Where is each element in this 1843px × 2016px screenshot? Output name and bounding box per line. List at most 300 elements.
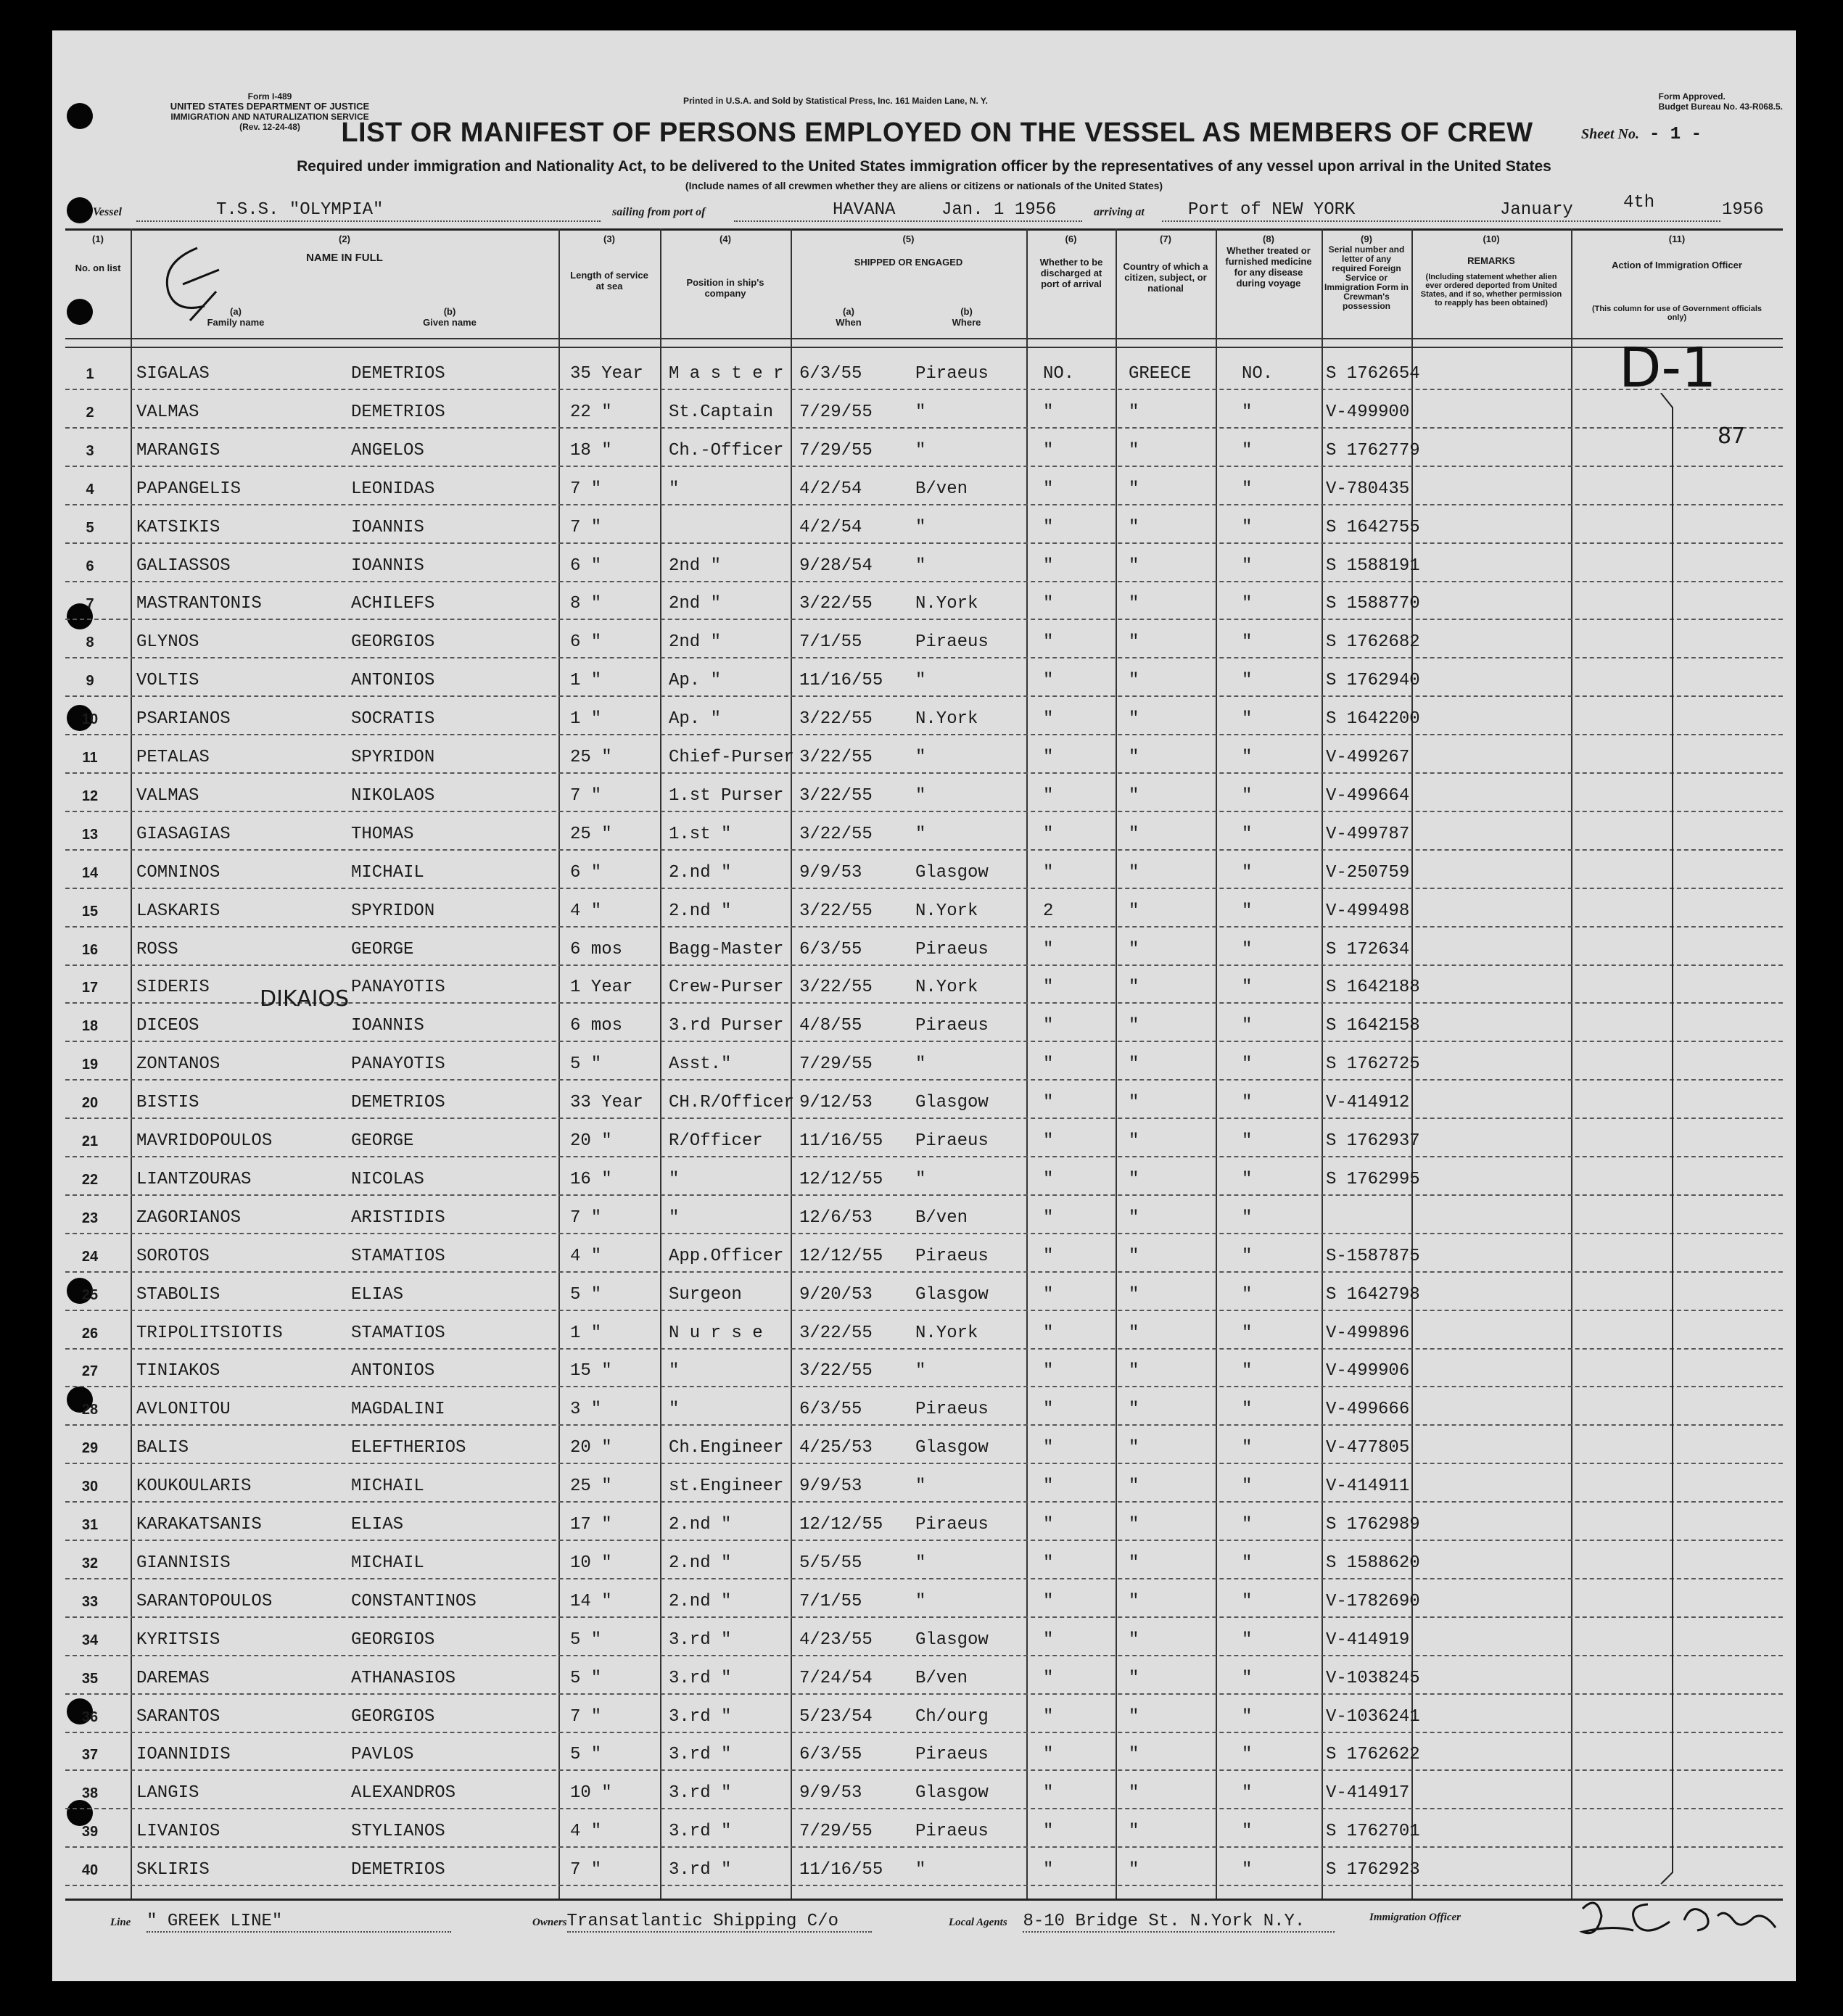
cell-medicine: " xyxy=(1242,901,1253,921)
agents-label: Local Agents xyxy=(949,1917,1007,1928)
cell-country: " xyxy=(1129,1822,1139,1842)
cell-position: M a s t e r xyxy=(669,364,784,384)
cell-country: " xyxy=(1129,479,1139,499)
cell-no: 31 xyxy=(81,1517,99,1533)
cell-medicine: " xyxy=(1242,748,1253,767)
cell-position: 1.st Purser xyxy=(669,785,784,806)
cell-discharge: " xyxy=(1043,1207,1054,1228)
bracket-line-icon xyxy=(1655,393,1684,1887)
sailing-label: sailing from port of xyxy=(612,206,706,218)
cell-discharge: " xyxy=(1043,1706,1054,1727)
cell-family: VALMAS xyxy=(136,402,199,422)
include-note: (Include names of all crewmen whether they are aliens or citizens or nationals of the United States) xyxy=(685,180,1163,191)
cell-given: ACHILEFS xyxy=(351,594,435,614)
cell-where: Piraeus xyxy=(915,1515,989,1534)
col-header-remarks-note: (Including statement whether alien ever ordered deported from United States, and if so, whether permission to reapply has been obtained) xyxy=(1420,273,1562,307)
cell-serial: V-499787 xyxy=(1326,824,1410,844)
cell-position: 2.nd " xyxy=(669,862,732,883)
cell-when: 3/22/55 xyxy=(799,901,873,921)
cell-country: " xyxy=(1129,824,1139,844)
cell-where: Piraeus xyxy=(915,939,989,959)
cell-serial: S 1642798 xyxy=(1326,1284,1420,1305)
margin-number: 87 xyxy=(1718,424,1746,449)
cell-service: 1 " xyxy=(570,671,602,691)
cell-discharge: " xyxy=(1043,1246,1054,1266)
cell-family: KARAKATSANIS xyxy=(136,1515,262,1534)
cell-country: " xyxy=(1129,978,1139,998)
cell-when: 7/29/55 xyxy=(799,1054,873,1075)
cell-where: Piraeus xyxy=(915,1745,989,1765)
cell-discharge: " xyxy=(1043,1668,1054,1688)
cell-discharge: " xyxy=(1043,1054,1054,1075)
cell-position: 3.rd " xyxy=(669,1860,732,1880)
cell-service: 6 mos xyxy=(570,1016,623,1036)
cell-country: " xyxy=(1129,555,1139,576)
cell-family: SARANTOS xyxy=(136,1706,220,1727)
cell-no: 17 xyxy=(81,980,99,996)
cell-serial: V-499664 xyxy=(1326,785,1410,806)
cell-given: SOCRATIS xyxy=(351,709,435,730)
cell-where: Piraeus xyxy=(915,1131,989,1151)
cell-position: 2.nd " xyxy=(669,1515,732,1534)
cell-position: 3.rd " xyxy=(669,1629,732,1650)
col-header-where: (b) Where xyxy=(952,306,981,328)
cell-serial: V-414919 xyxy=(1326,1629,1410,1650)
cell-when: 3/22/55 xyxy=(799,978,873,998)
cell-no: 4 xyxy=(86,481,94,497)
cell-position: 1.st " xyxy=(669,824,732,844)
cell-given: CONSTANTINOS xyxy=(351,1591,477,1611)
cell-family: ROSS xyxy=(136,939,178,959)
cell-medicine: " xyxy=(1242,517,1253,537)
col-header-when: (a) When xyxy=(836,306,862,328)
table-row xyxy=(65,1121,1783,1159)
cell-no: 36 xyxy=(81,1709,99,1725)
cell-serial: S 1642188 xyxy=(1326,978,1420,998)
table-row xyxy=(65,1389,1783,1427)
cell-when: 4/2/54 xyxy=(799,517,862,537)
manifest-sheet xyxy=(52,30,1796,1981)
cell-country: " xyxy=(1129,1169,1139,1189)
cell-serial: V-1038245 xyxy=(1326,1668,1420,1688)
cell-position: Ap. " xyxy=(669,671,722,691)
cell-discharge: 2 xyxy=(1043,901,1054,921)
cell-medicine: " xyxy=(1242,1476,1253,1497)
cell-where: Piraeus xyxy=(915,1822,989,1842)
line-label: Line xyxy=(110,1917,131,1928)
cell-service: 7 " xyxy=(570,1860,602,1880)
col-num-11: (11) xyxy=(1668,234,1686,244)
cell-service: 6 mos xyxy=(570,939,623,959)
arrival-day: 4th xyxy=(1623,193,1655,212)
cell-no: 32 xyxy=(81,1555,99,1571)
service-name: IMMIGRATION AND NATURALIZATION SERVICE xyxy=(170,112,369,122)
footer-owners xyxy=(532,1912,872,1933)
cell-no: 35 xyxy=(81,1670,99,1687)
cell-country: " xyxy=(1129,862,1139,883)
cell-given: IOANNIS xyxy=(351,555,424,576)
cell-given: PANAYOTIS xyxy=(351,1054,445,1075)
cell-given: DEMETRIOS xyxy=(351,364,445,384)
cell-when: 7/29/55 xyxy=(799,402,873,422)
cell-given: GEORGIOS xyxy=(351,632,435,653)
cell-family: DICEOS xyxy=(136,1016,199,1036)
binder-hole xyxy=(67,197,93,223)
cell-country: " xyxy=(1129,709,1139,730)
cell-serial: V-499896 xyxy=(1326,1323,1410,1343)
cell-given: ATHANASIOS xyxy=(351,1668,456,1688)
cell-where: " xyxy=(915,402,926,422)
cell-country: " xyxy=(1129,594,1139,614)
cell-position: " xyxy=(669,1207,680,1228)
cell-medicine: " xyxy=(1242,1400,1253,1420)
owners-value: Transatlantic Shipping C/o xyxy=(567,1912,872,1933)
cell-when: 5/23/54 xyxy=(799,1706,873,1727)
col-num-6: (6) xyxy=(1065,234,1077,244)
table-row xyxy=(65,1275,1783,1313)
cell-position: 2.nd " xyxy=(669,1553,732,1573)
cell-serial: V-1782690 xyxy=(1326,1591,1420,1611)
cell-discharge: " xyxy=(1043,1783,1054,1804)
table-row xyxy=(65,508,1783,545)
table-row xyxy=(65,1620,1783,1658)
cell-medicine: " xyxy=(1242,1553,1253,1573)
cell-no: 10 xyxy=(81,711,99,728)
cell-family: SIDERIS xyxy=(136,978,210,998)
cell-when: 6/3/55 xyxy=(799,939,862,959)
cell-position: Bagg-Master xyxy=(669,939,784,959)
table-row xyxy=(65,1697,1783,1735)
cell-serial: S 1642200 xyxy=(1326,709,1420,730)
cell-given: ELEFTHERIOS xyxy=(351,1438,466,1458)
cell-when: 3/22/55 xyxy=(799,1323,873,1343)
cell-serial: V-499900 xyxy=(1326,402,1410,422)
cell-when: 6/3/55 xyxy=(799,364,862,384)
cell-country: " xyxy=(1129,1016,1139,1036)
table-row xyxy=(65,1543,1783,1581)
cell-service: 5 " xyxy=(570,1284,602,1305)
cell-service: 16 " xyxy=(570,1169,612,1189)
cell-family: ZAGORIANOS xyxy=(136,1207,242,1228)
table-row xyxy=(65,1811,1783,1849)
cell-medicine: " xyxy=(1242,1629,1253,1650)
cell-medicine: " xyxy=(1242,824,1253,844)
cell-country: " xyxy=(1129,1093,1139,1113)
cell-service: 20 " xyxy=(570,1438,612,1458)
cell-no: 39 xyxy=(81,1824,99,1841)
cell-country: " xyxy=(1129,1284,1139,1305)
cell-no: 7 xyxy=(86,596,94,613)
table-row xyxy=(65,1044,1783,1082)
cell-given: ALEXANDROS xyxy=(351,1783,456,1804)
cell-position: 3.rd " xyxy=(669,1822,732,1842)
cell-where: " xyxy=(915,824,926,844)
cell-family: GLYNOS xyxy=(136,632,199,653)
cell-country: " xyxy=(1129,1361,1139,1381)
cell-family: SKLIRIS xyxy=(136,1860,210,1880)
cell-medicine: " xyxy=(1242,555,1253,576)
cell-family: SOROTOS xyxy=(136,1246,210,1266)
cell-country: " xyxy=(1129,748,1139,767)
cell-service: 3 " xyxy=(570,1400,602,1420)
arrival-month: January xyxy=(1500,200,1573,220)
cell-when: 3/22/55 xyxy=(799,1361,873,1381)
cell-service: 4 " xyxy=(570,1822,602,1842)
table-row xyxy=(65,392,1783,430)
cell-when: 3/22/55 xyxy=(799,594,873,614)
cell-service: 25 " xyxy=(570,748,612,767)
cell-position: 3.rd " xyxy=(669,1745,732,1765)
table-row xyxy=(65,622,1783,660)
cell-no: 22 xyxy=(81,1171,99,1188)
cell-service: 4 " xyxy=(570,901,602,921)
table-row xyxy=(65,1006,1783,1044)
col-header-no: No. on list xyxy=(75,263,121,273)
table-row xyxy=(65,891,1783,929)
cell-country: " xyxy=(1129,671,1139,691)
cell-discharge: " xyxy=(1043,1361,1054,1381)
col-header-medicine: Whether treated or furnished medicine for any disease during voyage xyxy=(1225,245,1312,289)
cell-country: " xyxy=(1129,1207,1139,1228)
cell-discharge: " xyxy=(1043,1515,1054,1534)
cell-family: TRIPOLITSIOTIS xyxy=(136,1323,283,1343)
cell-position: 2.nd " xyxy=(669,901,732,921)
cell-medicine: " xyxy=(1242,1822,1253,1842)
cell-given: MICHAIL xyxy=(351,862,424,883)
vessel-label: Vessel xyxy=(93,206,122,218)
cell-position: " xyxy=(669,1361,680,1381)
cell-no: 8 xyxy=(86,635,94,651)
cell-medicine: " xyxy=(1242,1361,1253,1381)
cell-family: BISTIS xyxy=(136,1093,199,1113)
cell-position: 2.nd " xyxy=(669,1591,732,1611)
cell-position: " xyxy=(669,1400,680,1420)
cell-discharge: " xyxy=(1043,1284,1054,1305)
table-row xyxy=(65,1505,1783,1542)
cell-medicine: " xyxy=(1242,1438,1253,1458)
table-row xyxy=(65,776,1783,814)
cell-when: 11/16/55 xyxy=(799,671,883,691)
cell-serial: S 1642158 xyxy=(1326,1016,1420,1036)
cell-medicine: " xyxy=(1242,594,1253,614)
cell-where: Piraeus xyxy=(915,1016,989,1036)
cell-when: 6/3/55 xyxy=(799,1400,862,1420)
col-header-name: NAME IN FULL xyxy=(306,252,383,264)
table-row xyxy=(65,1658,1783,1696)
cell-when: 12/6/53 xyxy=(799,1207,873,1228)
cell-given: STAMATIOS xyxy=(351,1323,445,1343)
cell-serial: S-1587875 xyxy=(1326,1246,1420,1266)
departure-port: HAVANA xyxy=(833,200,896,220)
cell-service: 10 " xyxy=(570,1783,612,1804)
arrival-port: Port of NEW YORK xyxy=(1188,200,1356,220)
cell-serial: V-414911 xyxy=(1326,1476,1410,1497)
cell-medicine: " xyxy=(1242,1016,1253,1036)
cell-discharge: " xyxy=(1043,594,1054,614)
cell-service: 5 " xyxy=(570,1629,602,1650)
cell-no: 5 xyxy=(86,519,94,536)
cell-where: N.York xyxy=(915,1323,978,1343)
cell-given: ANGELOS xyxy=(351,440,424,460)
cell-family: STABOLIS xyxy=(136,1284,220,1305)
cell-medicine: " xyxy=(1242,632,1253,653)
cell-when: 4/23/55 xyxy=(799,1629,873,1650)
cell-service: 22 " xyxy=(570,402,612,422)
cell-position: Ch.-Officer xyxy=(669,440,784,460)
cell-serial: V-250759 xyxy=(1326,862,1410,883)
cell-discharge: " xyxy=(1043,632,1054,653)
table-row xyxy=(65,1198,1783,1236)
cell-serial: S 1762725 xyxy=(1326,1054,1420,1075)
cell-when: 4/25/53 xyxy=(799,1438,873,1458)
cell-no: 20 xyxy=(81,1095,99,1112)
cell-where: " xyxy=(915,671,926,691)
cell-given: ANTONIOS xyxy=(351,1361,435,1381)
table-row xyxy=(65,1236,1783,1274)
table-row xyxy=(65,1083,1783,1120)
arriving-label: arriving at xyxy=(1094,206,1145,218)
signature-icon xyxy=(1568,1887,1786,1945)
cell-where: Glasgow xyxy=(915,862,989,883)
cell-where: " xyxy=(915,517,926,537)
cell-medicine: " xyxy=(1242,1591,1253,1611)
cell-serial: S 1762995 xyxy=(1326,1169,1420,1189)
cell-service: 18 " xyxy=(570,440,612,460)
cell-country: " xyxy=(1129,1054,1139,1075)
cell-medicine: " xyxy=(1242,1246,1253,1266)
cell-no: 11 xyxy=(82,750,98,766)
cell-family: LIVANIOS xyxy=(136,1822,220,1842)
cell-when: 12/12/55 xyxy=(799,1515,883,1534)
cell-service: 5 " xyxy=(570,1054,602,1075)
cell-family: LANGIS xyxy=(136,1783,199,1804)
action-mark: D-1 xyxy=(1619,335,1717,400)
cell-position: R/Officer xyxy=(669,1131,763,1151)
form-revision: (Rev. 12-24-48) xyxy=(239,122,300,132)
cell-medicine: " xyxy=(1242,671,1253,691)
cell-medicine: " xyxy=(1242,440,1253,460)
cell-given: SPYRIDON xyxy=(351,901,435,921)
cell-where: " xyxy=(915,1054,926,1075)
cell-country: " xyxy=(1129,1668,1139,1688)
cell-country: " xyxy=(1129,785,1139,806)
col-header-remarks: REMARKS xyxy=(1467,255,1515,266)
table-row xyxy=(65,1313,1783,1351)
cell-serial: V-414917 xyxy=(1326,1783,1410,1804)
cell-given: MICHAIL xyxy=(351,1476,424,1497)
form-approval xyxy=(1659,91,1783,112)
cell-service: 1 " xyxy=(570,1323,602,1343)
cell-medicine: " xyxy=(1242,479,1253,499)
cell-given: GEORGE xyxy=(351,1131,414,1151)
cell-where: Piraeus xyxy=(915,632,989,653)
cell-family: VOLTIS xyxy=(136,671,199,691)
cell-serial: S 1762989 xyxy=(1326,1515,1420,1534)
cell-where: B/ven xyxy=(915,479,968,499)
cell-where: B/ven xyxy=(915,1668,968,1688)
cell-given: IOANNIS xyxy=(351,517,424,537)
table-row xyxy=(65,1466,1783,1504)
cell-no: 6 xyxy=(86,558,94,574)
cell-position: App.Officer xyxy=(669,1246,784,1266)
cell-serial: V-499906 xyxy=(1326,1361,1410,1381)
cell-discharge: " xyxy=(1043,748,1054,767)
cell-no: 1 xyxy=(86,366,94,382)
cell-service: 8 " xyxy=(570,594,602,614)
cell-when: 12/12/55 xyxy=(799,1246,883,1266)
cell-where: Glasgow xyxy=(915,1629,989,1650)
cell-discharge: " xyxy=(1043,402,1054,422)
cell-country: " xyxy=(1129,517,1139,537)
cell-serial: V-499267 xyxy=(1326,748,1410,767)
cell-medicine: " xyxy=(1242,1093,1253,1113)
cell-no: 33 xyxy=(81,1593,99,1610)
cell-family: GALIASSOS xyxy=(136,555,231,576)
vessel-name: T.S.S. "OLYMPIA" xyxy=(216,200,384,220)
cell-family: MAVRIDOPOULOS xyxy=(136,1131,273,1151)
footer-line xyxy=(110,1912,451,1933)
cell-position: Chief-Purser xyxy=(669,748,794,767)
col-num-3: (3) xyxy=(603,234,615,244)
cell-position: 3.rd " xyxy=(669,1783,732,1804)
cell-serial: S 1762682 xyxy=(1326,632,1420,653)
cell-given: MAGDALINI xyxy=(351,1400,445,1420)
cell-serial: S 1762622 xyxy=(1326,1745,1420,1765)
cell-position: Crew-Purser xyxy=(669,978,784,998)
cell-given: ANTONIOS xyxy=(351,671,435,691)
owners-label: Owners xyxy=(532,1917,567,1928)
col-num-1: (1) xyxy=(92,234,104,244)
cell-country: " xyxy=(1129,1515,1139,1534)
cell-country: " xyxy=(1129,1745,1139,1765)
cell-when: 11/16/55 xyxy=(799,1131,883,1151)
cell-position: " xyxy=(669,1169,680,1189)
cell-position: St.Captain xyxy=(669,402,774,422)
cell-when: 9/9/53 xyxy=(799,1783,862,1804)
cell-serial: S 1588770 xyxy=(1326,594,1420,614)
cell-medicine: " xyxy=(1242,1323,1253,1343)
cell-service: 17 " xyxy=(570,1515,612,1534)
cell-no: 28 xyxy=(81,1402,99,1418)
cell-service: 25 " xyxy=(570,1476,612,1497)
cell-where: N.York xyxy=(915,594,978,614)
cell-serial: S 1762701 xyxy=(1326,1822,1420,1842)
cell-country: " xyxy=(1129,1400,1139,1420)
cell-no: 14 xyxy=(81,864,99,881)
cell-no: 2 xyxy=(86,404,94,421)
cell-serial: S 1762937 xyxy=(1326,1131,1420,1151)
cell-serial: V-414912 xyxy=(1326,1093,1410,1113)
cell-position: Asst." xyxy=(669,1054,732,1075)
table-row xyxy=(65,1735,1783,1772)
cell-serial: V-477805 xyxy=(1326,1438,1410,1458)
cell-service: 4 " xyxy=(570,1246,602,1266)
cell-given: DEMETRIOS xyxy=(351,402,445,422)
table-row xyxy=(65,354,1783,392)
cell-position: Surgeon xyxy=(669,1284,742,1305)
cell-service: 25 " xyxy=(570,824,612,844)
officer-label: Immigration Officer xyxy=(1369,1912,1461,1923)
table-row xyxy=(65,853,1783,891)
col-num-10: (10) xyxy=(1483,234,1500,244)
cell-country: " xyxy=(1129,1323,1139,1343)
cell-service: 35 Year xyxy=(570,364,643,384)
cell-discharge: " xyxy=(1043,555,1054,576)
cell-given: DEMETRIOS xyxy=(351,1860,445,1880)
cell-service: 1 Year xyxy=(570,978,633,998)
cell-when: 11/16/55 xyxy=(799,1860,883,1880)
cell-discharge: " xyxy=(1043,1745,1054,1765)
